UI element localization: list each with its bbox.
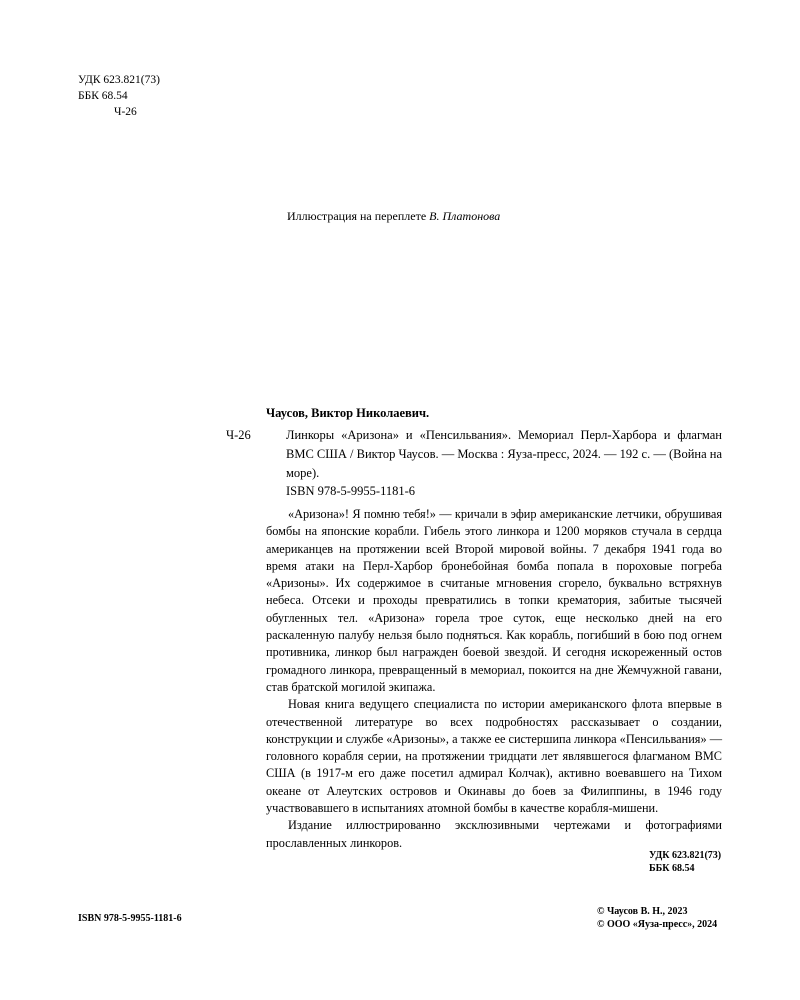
classification-block	[78, 72, 160, 120]
annotation-paragraph: «Аризона»! Я помню тебя!» — кричали в эфир американские летчики, обрушивая бомбы на японские корабли. Гибель этого линкора и 1200 моряков стучала в сердца американцев на протяжении всей Второй мировой войны. 7 декабря 1941 года во время атаки на Перл-Харбор бронебойная бомба попала в пороховые погреба «Аризоны». Их содержимое в считаные мгновения сгорело, буквально встряхнув небеса. Отсеки и проходы превратились в топки крематория, забитые тысячей обугленных тел. «Аризона» горела трое суток, еще несколько дней на его раскаленную палубу нельзя было подняться. Как корабль, погибший в бою под огнем противника, линкор был награжден боевой звездой. И сегодня искореженный остов громадного линкора, превращенный в мемориал, покоится на дне Жемчужной гавани, став братской могилой экипажа.	[266, 507, 722, 694]
footer-isbn: ISBN 978-5-9955-1181-6	[78, 913, 182, 924]
annotation	[266, 506, 722, 852]
author-heading: Чаусов, Виктор Николаевич.	[266, 406, 430, 420]
footer-bbk: ББК 68.54	[649, 863, 695, 874]
udk-code: УДК 623.821(73)	[78, 74, 160, 86]
annotation-paragraph: Издание иллюстрированно эксклюзивными чертежами и фотографиями прославленных линкоров.	[266, 818, 722, 850]
catalog-author-sign: Ч-26	[226, 428, 251, 442]
illustration-prefix: Иллюстрация на переплете	[287, 209, 427, 223]
copyright-block	[597, 905, 717, 931]
citation-text: Линкоры «Аризона» и «Пенсильвания». Мемориал Перл-Харбора и флагман ВМС США / Виктор Чаусов. — Москва : Яуза-пресс, 2024. — 192 с. — (Война на море).	[286, 428, 722, 480]
footer-udk: УДК 623.821(73)	[649, 850, 722, 861]
copyright-publisher: © ООО «Яуза-пресс», 2024	[597, 919, 718, 930]
illustration-credit	[287, 209, 500, 224]
annotation-paragraph: Новая книга ведущего специалиста по истории американского флота впервые в отечественной литературе во всех подробностях рассказывает о создании, конструкции и службе «Аризоны», а также ее систершипа линкора «Пенсильвания» — головного корабля серии, на протяжении тридцати лет являвшегося флагманом ВМС США (в 1917-м его даже посетил адмирал Колчак), активно воевавшего на Тихом океане от Алеутских островов и Окинавы до боев за Филиппины, в 1946 году участвовавшего в испытаниях атомной бомбы в качестве корабля-мишени.	[266, 697, 722, 816]
isbn-main: ISBN 978-5-9955-1181-6	[286, 484, 416, 498]
bbk-code: ББК 68.54	[78, 90, 128, 102]
copyright-author: © Чаусов В. Н., 2023	[597, 906, 688, 917]
author-sign: Ч-26	[114, 106, 137, 118]
footer-classification	[649, 849, 721, 875]
bibliographic-citation	[286, 426, 722, 483]
illustration-artist: В. Платонова	[429, 209, 501, 223]
